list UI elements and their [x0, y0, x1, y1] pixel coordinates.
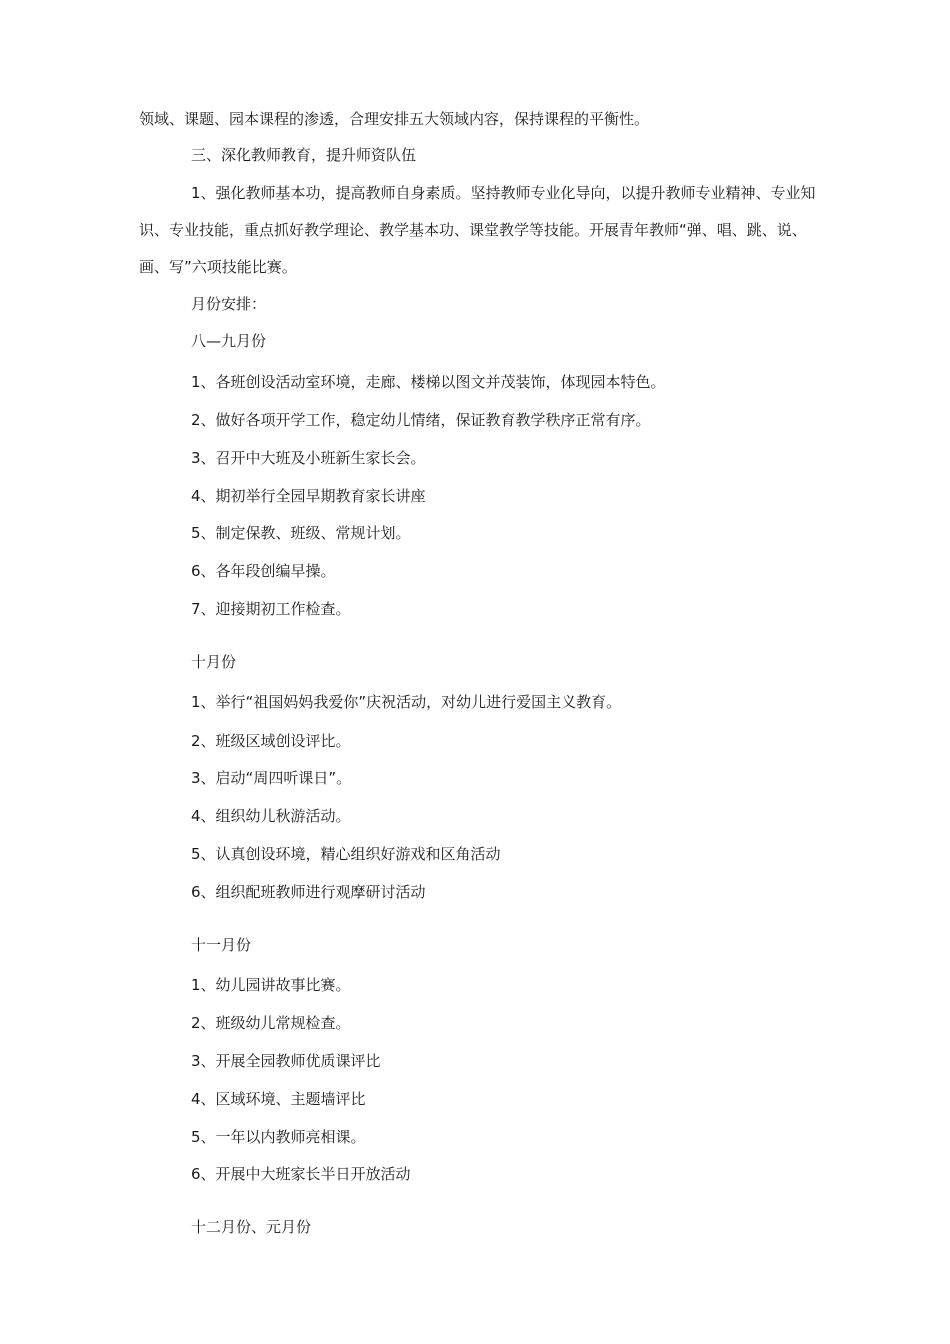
list-item: 2、做好各项开学工作，稳定幼儿情绪，保证教育教学秩序正常有序。: [191, 411, 651, 429]
list-item: 5、认真创设环境，精心组织好游戏和区角活动: [191, 845, 501, 863]
list-item: 3、召开中大班及小班新生家长会。: [191, 449, 426, 467]
list-item: 6、各年段创编早操。: [191, 562, 336, 580]
month-title: 十二月份、元月份: [191, 1218, 312, 1236]
monthly-heading: 月份安排：: [191, 295, 267, 313]
list-item: 4、组织幼儿秋游活动。: [191, 807, 351, 825]
list-item: 7、迎接期初工作检查。: [191, 600, 351, 618]
list-item: 2、班级幼儿常规检查。: [191, 1014, 351, 1032]
list-item: 5、一年以内教师亮相课。: [191, 1128, 366, 1146]
month-title: 八—九月份: [191, 332, 267, 350]
list-item: 4、区域环境、主题墙评比: [191, 1090, 366, 1108]
list-item: 3、开展全园教师优质课评比: [191, 1052, 381, 1070]
list-item: 4、期初举行全园早期教育家长讲座: [191, 487, 426, 505]
list-item: 1、各班创设活动室环境，走廊、楼梯以图文并茂装饰，体现园本特色。: [191, 373, 666, 391]
list-item: 2、班级区域创设评比。: [191, 732, 351, 750]
list-item: 5、制定保教、班级、常规计划。: [191, 524, 411, 542]
list-item: 1、幼儿园讲故事比赛。: [191, 976, 351, 994]
list-item: 6、开展中大班家长半日开放活动: [191, 1165, 411, 1183]
section-three-item-1: 1、强化教师基本功，提高教师自身素质。坚持教师专业化导向，以提升教师专业精神、专业知识、专业技能，重点抓好教学理论、教学基本功、课堂教学等技能。开展青年教师“弹、唱、跳、说、画、写”六项技能比赛。: [139, 184, 816, 276]
list-item: 3、启动“周四听课日”。: [191, 769, 352, 787]
list-item: 1、举行“祖国妈妈我爱你”庆祝活动，对幼儿进行爱国主义教育。: [191, 693, 622, 711]
month-title: 十月份: [191, 653, 237, 671]
section-three-heading: 三、深化教师教育，提升师资队伍: [191, 146, 417, 164]
list-item: 6、组织配班教师进行观摩研讨活动: [191, 883, 426, 901]
month-title: 十一月份: [191, 936, 252, 954]
intro-continuation: 领域、课题、园本课程的渗透，合理安排五大领域内容，保持课程的平衡性。: [139, 110, 650, 128]
